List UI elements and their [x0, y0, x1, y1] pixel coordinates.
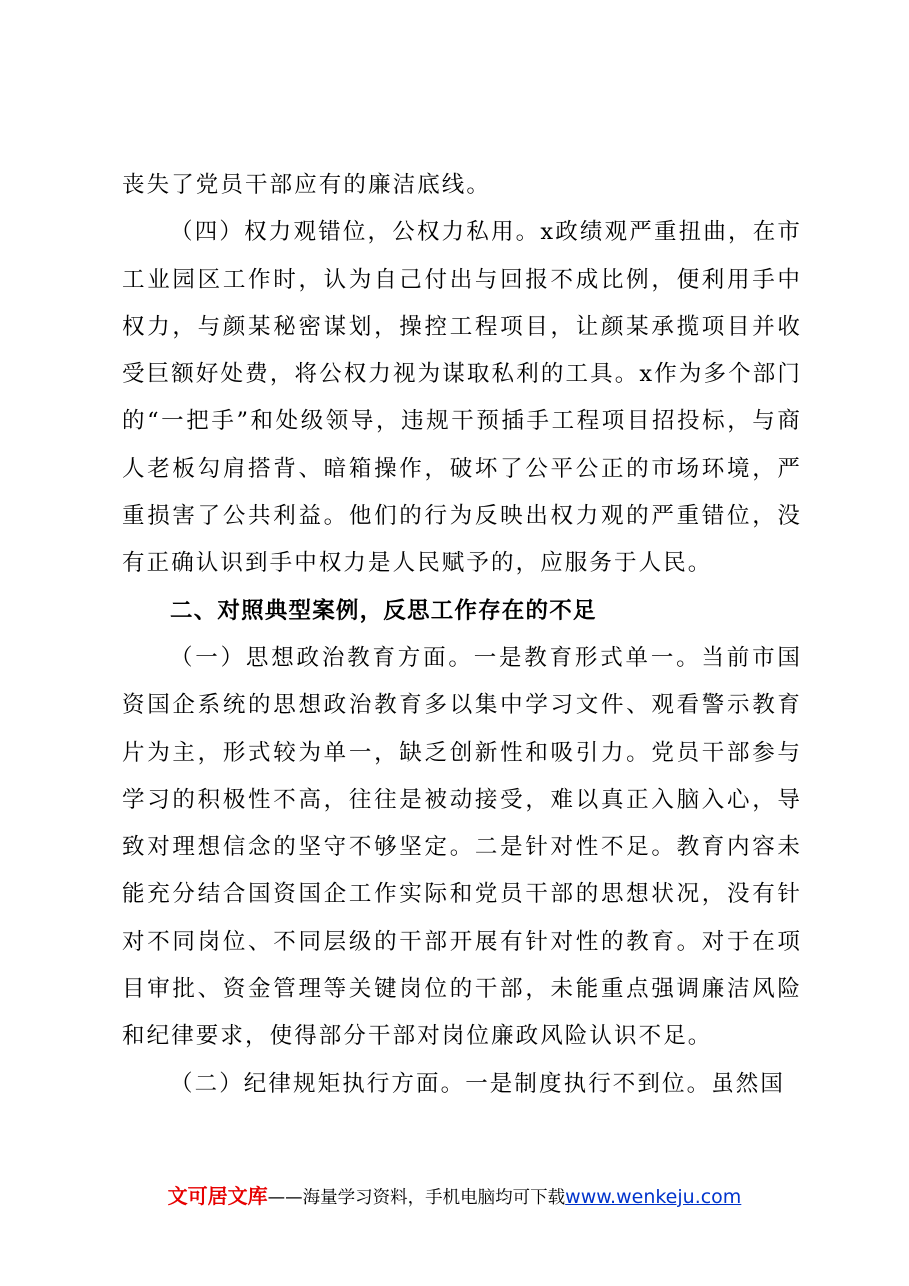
footer-brand: 文可居文库: [167, 1184, 268, 1208]
document-body: [122, 162, 802, 1108]
footer-link[interactable]: www.wenkeju.com: [565, 1186, 742, 1208]
page-footer: [0, 1180, 909, 1209]
section-heading: 二、对照典型案例，反思工作存在的不足: [170, 597, 597, 624]
footer-slogan: ——海量学习资料，手机电脑均可下载: [267, 1188, 566, 1208]
paragraph-political-education: （一）思想政治教育方面。一是教育形式单一。当前市国资国企系统的思想政治教育多以集中学习文件、观看警示教育片为主，形式较为单一，缺乏创新性和吸引力。党员干部参与学习的积极性不高，往往是被动接受，难以真正入脑入心，导致对理想信念的坚守不够坚定。二是针对性不足。教育内容未能充分结合国资国企工作实际和党员干部的思想状况，没有针对不同岗位、不同层级的干部开展有针对性的教育。对于在项目审批、资金管理等关键岗位的干部，未能重点强调廉洁风险和纪律要求，使得部分干部对岗位廉政风险认识不足。: [122, 644, 802, 1050]
paragraph-discipline: （二）纪律规矩执行方面。一是制度执行不到位。虽然国: [170, 1070, 786, 1097]
paragraph-power-view: （四）权力观错位，公权力私用。x政绩观严重扭曲，在市工业园区工作时，认为自己付出与回报不成比例，便利用手中权力，与颜某秘密谋划，操控工程项目，让颜某承揽项目并收受巨额好处费，将公权力视为谋取私利的工具。x作为多个部门的“一把手”和处级领导，违规干预插手工程项目招投标，与商人老板勾肩搭背、暗箱操作，破坏了公平公正的市场环境，严重损害了公共利益。他们的行为反映出权力观的严重错位，没有正确认识到手中权力是人民赋予的，应服务于人民。: [122, 219, 802, 577]
paragraph-continuation: 丧失了党员干部应有的廉洁底线。: [122, 172, 492, 198]
